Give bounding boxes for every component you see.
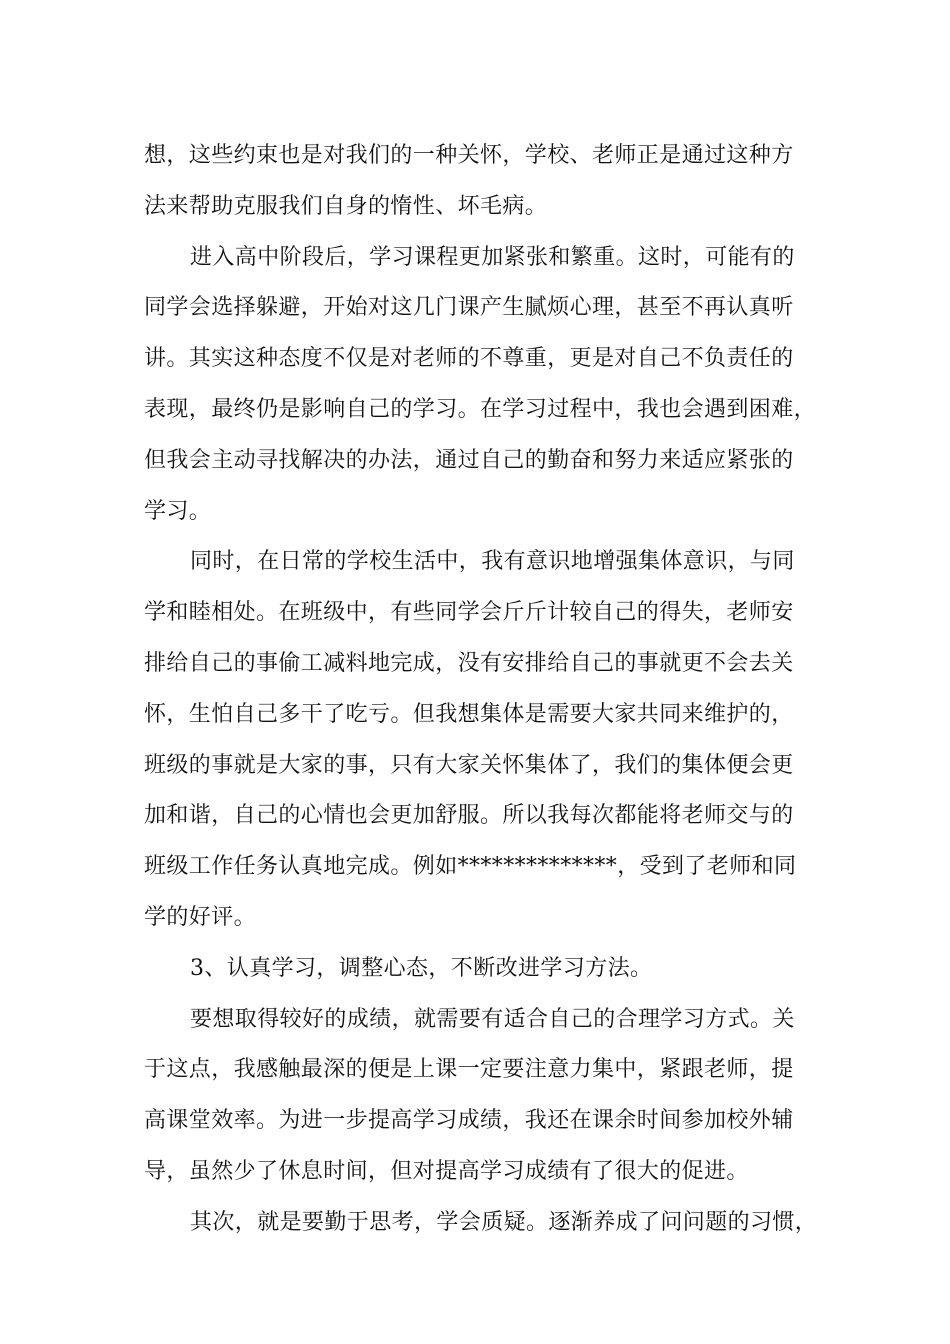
text-line: 同时，在日常的学校生活中，我有意识地增强集体意识，与同 <box>190 549 795 575</box>
text-line: 班级的事就是大家的事，只有大家关怀集体了，我们的集体便会更 <box>144 752 794 778</box>
text-line: 想，这些约束也是对我们的一种关怀，学校、老师正是通过这种方 <box>144 143 794 168</box>
text-line: 学的好评。 <box>144 904 257 930</box>
text-line: 高课堂效率。为进一步提高学习成绩，我还在课余时间参加校外辅 <box>144 1108 794 1134</box>
text-line: 3、认真学习，调整心态，不断改进学习方法。 <box>190 955 653 981</box>
text-line: 讲。其实这种态度不仅是对老师的不尊重，更是对自己不负责任的 <box>144 346 794 372</box>
text-line: 班级工作任务认真地完成。例如**************，受到了老师和同 <box>144 854 797 880</box>
text-line: 法来帮助克服我们自身的惰性、坏毛病。 <box>144 193 548 219</box>
text-line: 怀，生怕自己多干了吃亏。但我想集体是需要大家共同来维护的， <box>144 701 794 727</box>
text-line: 排给自己的事偷工减料地完成，没有安排给自己的事就更不会去关 <box>144 650 794 676</box>
text-line: 表现，最终仍是影响自己的学习。在学习过程中，我也会遇到困难， <box>144 396 817 422</box>
text-line: 学和睦相处。在班级中，有些同学会斤斤计较自己的得失，老师安 <box>144 600 794 626</box>
text-line: 但我会主动寻找解决的办法，通过自己的勤奋和努力来适应紧张的 <box>144 447 794 473</box>
body-text <box>144 131 834 1249</box>
text-line: 导，虽然少了休息时间，但对提高学习成绩有了很大的促进。 <box>144 1158 749 1184</box>
text-line: 于这点，我感触最深的便是上课一定要注意力集中，紧跟老师，提 <box>144 1057 794 1083</box>
text-line: 其次，就是要勤于思考，学会质疑。逐渐养成了问问题的习惯， <box>190 1209 818 1235</box>
text-line: 加和谐，自己的心情也会更加舒服。所以我每次都能将老师交与的 <box>144 803 794 829</box>
text-line: 同学会选择躲避，开始对这几门课产生腻烦心理，甚至不再认真听 <box>144 295 794 321</box>
text-line: 要想取得较好的成绩，就需要有适合自己的合理学习方式。关 <box>190 1006 795 1032</box>
text-line: 进入高中阶段后，学习课程更加紧张和繁重。这时，可能有的 <box>190 244 795 270</box>
text-line: 学习。 <box>144 498 212 524</box>
